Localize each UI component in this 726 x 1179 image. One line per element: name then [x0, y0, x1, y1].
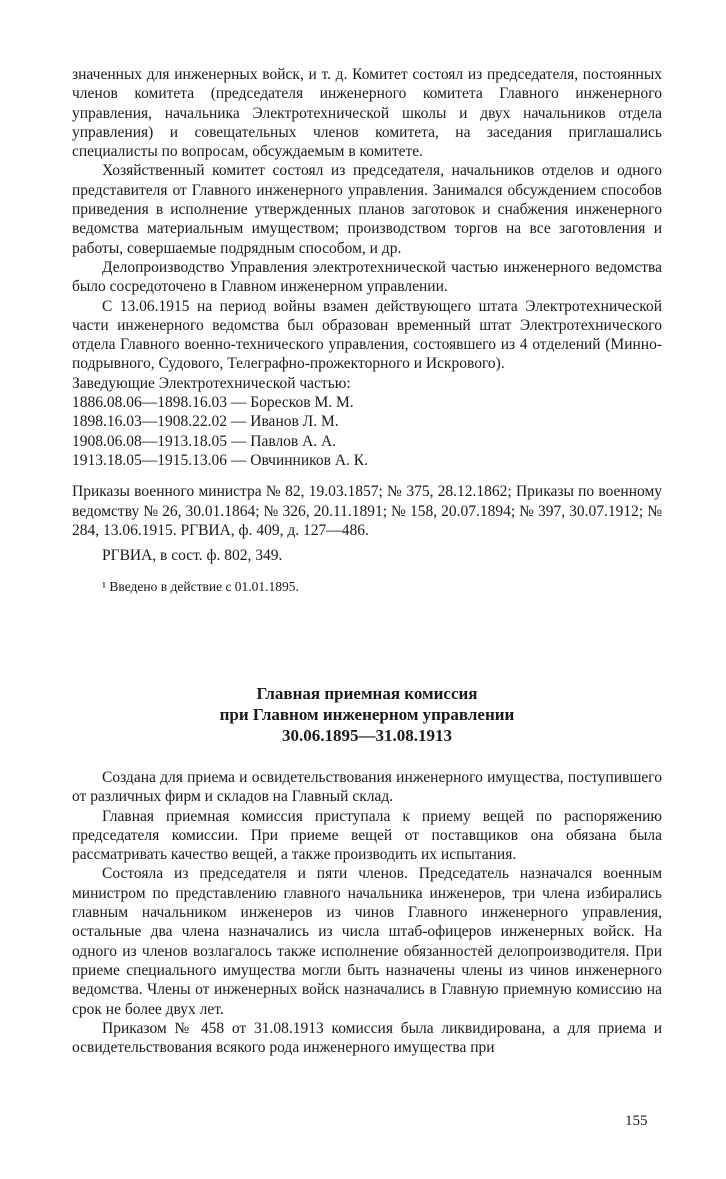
paragraph-wartime-staff: С 13.06.1915 на период войны взамен действующего штата Электротехнической части инженерного ведомства был образован временный штат Электротехнического отдела Главного военно-технического управления, состоявшего из 4 отделений (Минно-подрывного, Судового, Телеграфно-прожекторного и Искрового).	[72, 297, 662, 373]
director-row: 1913.18.05—1915.13.06 — Овчинников А. К.	[72, 451, 368, 469]
section-title	[72, 683, 662, 746]
director-row: 1908.06.08—1913.18.05 — Павлов А. А.	[72, 432, 337, 450]
director-row: 1898.16.03—1908.22.02 — Иванов Л. М.	[72, 413, 339, 431]
paragraph-liquidation: Приказом № 458 от 31.08.1913 комиссия была ликвидирована, а для приема и освидетельствования всякого рода инженерного имущества при	[72, 1019, 662, 1057]
references: Приказы военного министра № 82, 19.03.1857; № 375, 28.12.1862; Приказы по военному ведомству № 26, 30.01.1864; № 326, 20.11.1891; № 158, 20.07.1894; № 397, 30.07.1912; № 284, 13.06.1915. РГВИА, ф. 409, д. 127—486.	[72, 483, 662, 539]
section-title-line: Главная приемная комиссия	[256, 684, 478, 703]
footnote: ¹ Введено в действие с 01.01.1895.	[102, 579, 299, 595]
section-title-line: при Главном инженерном управлении	[219, 705, 515, 724]
top-text-block	[72, 65, 662, 597]
paragraph-records: Делопроизводство Управления электротехнической частью инженерного ведомства было сосредоточено в Главном инженерном управлении.	[72, 258, 662, 296]
directors-heading: Заведующие Электротехнической частью:	[72, 374, 351, 392]
paragraph-composition: Состояла из председателя и пяти членов. Председатель назначался военным министром по представлению главного начальника инженеров, три члена избирались главным начальником инженеров из чинов Главного инженерного управления, остальные два члена назначались из числа штаб-офицеров инженерных войск. На одного из членов возлагалось также исполнение обязанностей делопроизводителя. При приеме специального имущества могли быть назначены члены из чинов инженерного ведомства. Члены от инженерных войск назначались в Главную приемную комиссию на срок не более двух лет.	[72, 865, 662, 1018]
section-title-dates: 30.06.1895—31.08.1913	[282, 726, 452, 745]
archive-reference: РГВИА, в сост. ф. 802, 349.	[102, 547, 283, 565]
page-number: 155	[625, 1113, 648, 1129]
paragraph-economic-committee: Хозяйственный комитет состоял из председателя, начальников отделов и одного представителя от Главного инженерного управления. Занимался обсуждением способов приведения в исполнение утвержденных планов заготовок и снабжения инженерного ведомства материальным имуществом; производством торгов на все заготовления и работы, совершаемые подрядным способом, и др.	[72, 162, 662, 257]
director-row: 1886.08.06—1898.16.03 — Боресков М. М.	[72, 394, 354, 412]
section-text-block	[72, 768, 662, 1057]
paragraph-procedure: Главная приемная комиссия приступала к приему вещей по распоряжению председателя комиссии. При приеме вещей от поставщиков она обязана была рассматривать качество вещей, а также производить их испытания.	[72, 807, 662, 864]
paragraph-purpose: Создана для приема и освидетельствования инженерного имущества, поступившего от различных фирм и складов на Главный склад.	[72, 769, 662, 806]
paragraph-committee-continued: значенных для инженерных войск, и т. д. Комитет состоял из председателя, постоянных членов комитета (председателя инженерного комитета Главного инженерного управления, начальника Электротехнической школы и двух начальников отдела управления) и совещательных членов комитета, на заседания приглашались специалисты по вопросам, обсуждаемым в комитете.	[72, 66, 662, 161]
